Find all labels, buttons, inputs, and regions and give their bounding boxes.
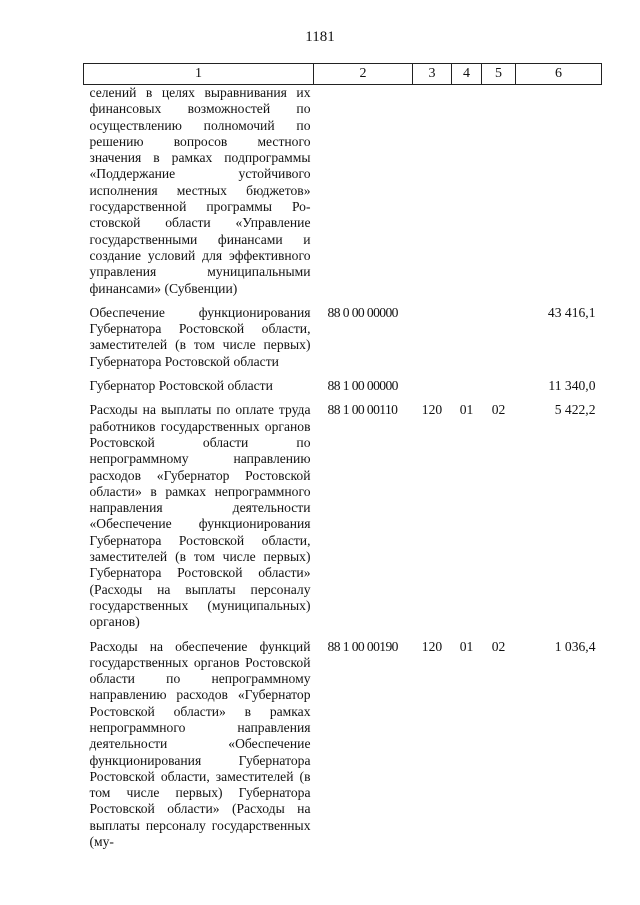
row-expense-type: 120 <box>421 638 443 654</box>
row-subsection <box>482 85 516 297</box>
row-expense-type <box>413 85 452 297</box>
column-header-2: 2 <box>314 64 413 85</box>
row-expense-type <box>413 370 452 394</box>
row-sum: 11 340,0 <box>548 378 596 394</box>
row-section: 01 <box>459 402 474 418</box>
column-header-5: 5 <box>482 64 516 85</box>
row-code: 88 1 00 00000 <box>327 378 398 394</box>
table-row <box>84 394 602 630</box>
column-header-4: 4 <box>452 64 482 85</box>
row-name: Обеспечение функционирования Губернатора Ростовской области, заместителей (в том числе первых) Губернатора Ростовской области <box>89 304 311 369</box>
row-name: Расходы на выплаты по оплате труда работников государственных органов Ростовской области по непрограммному направлению расходов «Губернатор Ростовской области» в рамках непрограммного направления деятельности «Обеспечение функционирования Губернатора Ростовской области, заместителей (в том числе первых) Губернатора Ростовской области» (Расходы на выплаты персоналу государственных (муниципальных) органов) <box>89 402 311 630</box>
row-code <box>314 85 413 297</box>
row-section <box>452 297 482 370</box>
table-row <box>84 370 602 394</box>
row-subsection: 02 <box>491 402 506 418</box>
column-header-6: 6 <box>516 64 602 85</box>
table-row <box>84 631 602 851</box>
row-sum: 43 416,1 <box>547 304 596 320</box>
row-code: 88 1 00 00110 <box>327 402 398 418</box>
row-subsection: 02 <box>491 638 506 654</box>
row-code: 88 1 00 00190 <box>327 638 398 654</box>
page-number: 1181 <box>305 29 335 45</box>
column-header-3: 3 <box>413 64 452 85</box>
column-header-1: 1 <box>84 64 314 85</box>
row-subsection <box>482 297 516 370</box>
table-row <box>84 297 602 370</box>
row-section: 01 <box>459 638 474 654</box>
row-name: селений в целях выравнивания их финансовых возможностей по осуществлению полномочий по решению вопросов местного значения в рамках подпрограммы «Поддержание устойчивого исполнения местных бюджетов» государственной программы Ростовской области «Управление государственными финансами и создание условий для эффективного управления муниципальными финансами» (Субвенции) <box>89 85 311 296</box>
row-name: Расходы на обеспечение функций государственных органов Ростовской области по непрограммному направлению расходов «Губернатор Ростовской области» в рамках непрограммного направления деятельности «Обеспечение функционирования Губернатора Ростовской области, заместителей (в том числе первых) Губернатора Ростовской области» (Расходы на выплаты персоналу государственных (му- <box>89 638 311 850</box>
row-sum <box>516 85 602 297</box>
table-row <box>84 85 602 297</box>
table-header-row <box>84 64 602 85</box>
budget-table <box>83 63 602 850</box>
row-sum: 1 036,4 <box>554 638 596 654</box>
row-name: Губернатор Ростовской области <box>89 378 273 394</box>
row-sum: 5 422,2 <box>554 402 596 418</box>
row-section <box>452 85 482 297</box>
row-code: 88 0 00 00000 <box>327 304 398 320</box>
row-section <box>452 370 482 394</box>
row-expense-type: 120 <box>421 402 443 418</box>
row-subsection <box>482 370 516 394</box>
row-expense-type <box>413 297 452 370</box>
